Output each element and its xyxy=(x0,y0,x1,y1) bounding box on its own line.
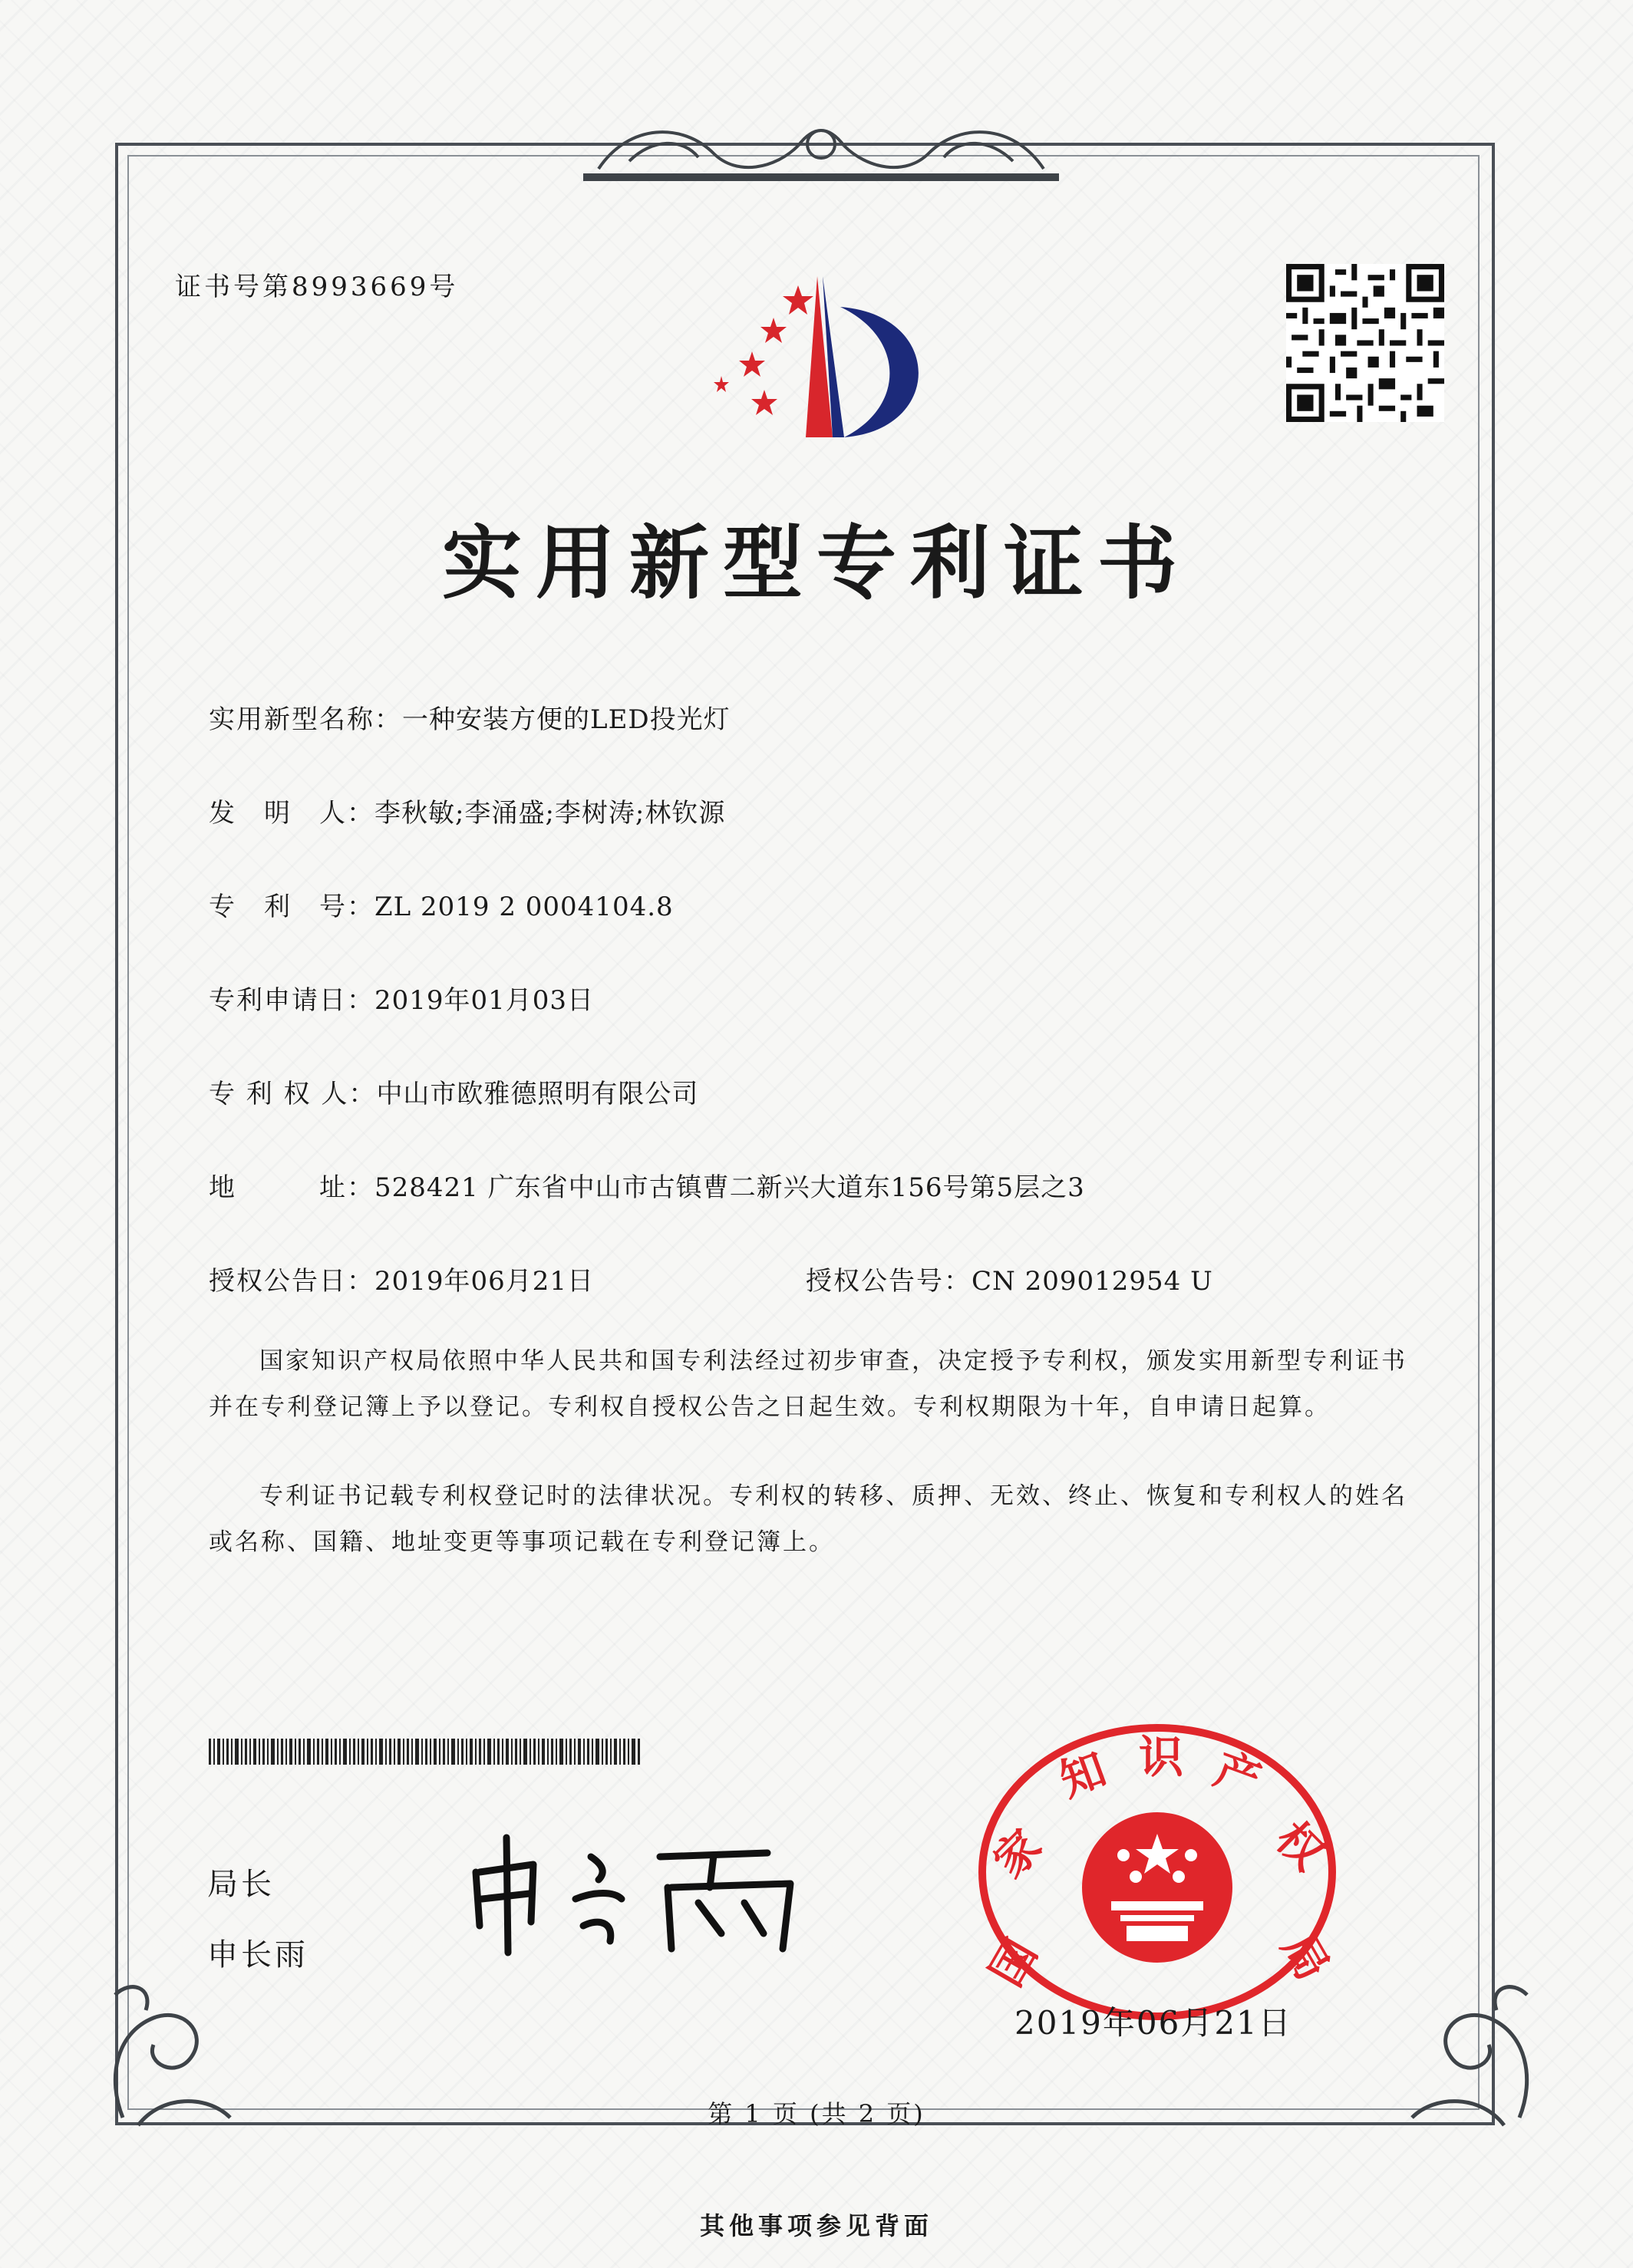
svg-text:家: 家 xyxy=(983,1819,1052,1888)
director-title: 局长 xyxy=(207,1867,275,1902)
svg-text:权: 权 xyxy=(1265,1811,1334,1881)
filing-date-label: 专利申请日： xyxy=(209,985,374,1016)
inventor-label: 发 明 人： xyxy=(209,798,374,829)
svg-text:识: 识 xyxy=(1138,1731,1184,1783)
svg-text:局: 局 xyxy=(1272,1924,1340,1989)
seal-date: 2019年06月21日 xyxy=(1014,2004,1292,2042)
statement-paragraph-2: 专利证书记载专利权登记时的法律状况。专利权的转移、质押、无效、终止、恢复和专利权人的姓名或名称、国籍、地址变更等事项记载在专利登记簿上。 xyxy=(209,1482,1407,1556)
patent-number-label: 专 利 号： xyxy=(209,892,374,922)
svg-text:知: 知 xyxy=(1053,1742,1113,1808)
address-value: 528421 广东省中山市古镇曹二新兴大道东156号第5层之3 xyxy=(374,1172,1085,1203)
footer-note: 其他事项参见背面 xyxy=(699,2211,933,2240)
address-row xyxy=(209,1166,1085,1204)
qr-code-icon xyxy=(1286,264,1444,422)
grant-number-value: CN 209012954 U xyxy=(972,1266,1213,1297)
grant-number-row xyxy=(806,1260,1213,1297)
grant-number-label: 授权公告号： xyxy=(806,1266,972,1297)
statement-paragraph-1: 国家知识产权局依照中华人民共和国专利法经过初步审查，决定授予专利权，颁发实用新型专利证书并在专利登记簿上予以登记。专利权自授权公告之日起生效。专利权期限为十年，自申请日起算。 xyxy=(209,1347,1407,1421)
director-signature-icon xyxy=(460,1826,821,1956)
inventor-value: 李秋敏;李涌盛;李树涛;林钦源 xyxy=(374,798,726,829)
certificate-title: 实用新型专利证书 xyxy=(441,516,1191,610)
filing-date-row xyxy=(209,979,594,1017)
patent-number-row xyxy=(209,885,674,923)
cnipa-logo-icon xyxy=(691,261,944,460)
svg-text:国: 国 xyxy=(979,1930,1047,1996)
official-seal-icon xyxy=(973,1719,1341,2026)
patent-number-value: ZL 2019 2 0004104.8 xyxy=(374,892,674,922)
utility-model-name-row xyxy=(209,698,731,736)
grant-date-row xyxy=(209,1260,594,1297)
utility-model-name-value: 一种安装方便的LED投光灯 xyxy=(402,704,731,735)
utility-model-name-label: 实用新型名称： xyxy=(209,704,402,735)
patentee-label: 专 利 权 人： xyxy=(209,1079,377,1109)
grant-date-value: 2019年06月21日 xyxy=(374,1266,595,1297)
svg-text:产: 产 xyxy=(1207,1742,1268,1808)
director-name: 申长雨 xyxy=(207,1937,308,1973)
barcode-icon xyxy=(209,1739,642,1765)
address-label: 地 址： xyxy=(209,1172,374,1203)
inventor-row xyxy=(209,792,725,829)
filing-date-value: 2019年01月03日 xyxy=(374,985,595,1016)
top-ornament-icon xyxy=(583,115,1059,189)
patentee-row xyxy=(209,1073,698,1110)
patentee-value: 中山市欧雅德照明有限公司 xyxy=(376,1079,699,1109)
page-indicator: 第 1 页 (共 2 页) xyxy=(708,2099,925,2128)
grant-date-label: 授权公告日： xyxy=(209,1266,374,1297)
certificate-number: 证书号第8993669号 xyxy=(175,272,459,302)
